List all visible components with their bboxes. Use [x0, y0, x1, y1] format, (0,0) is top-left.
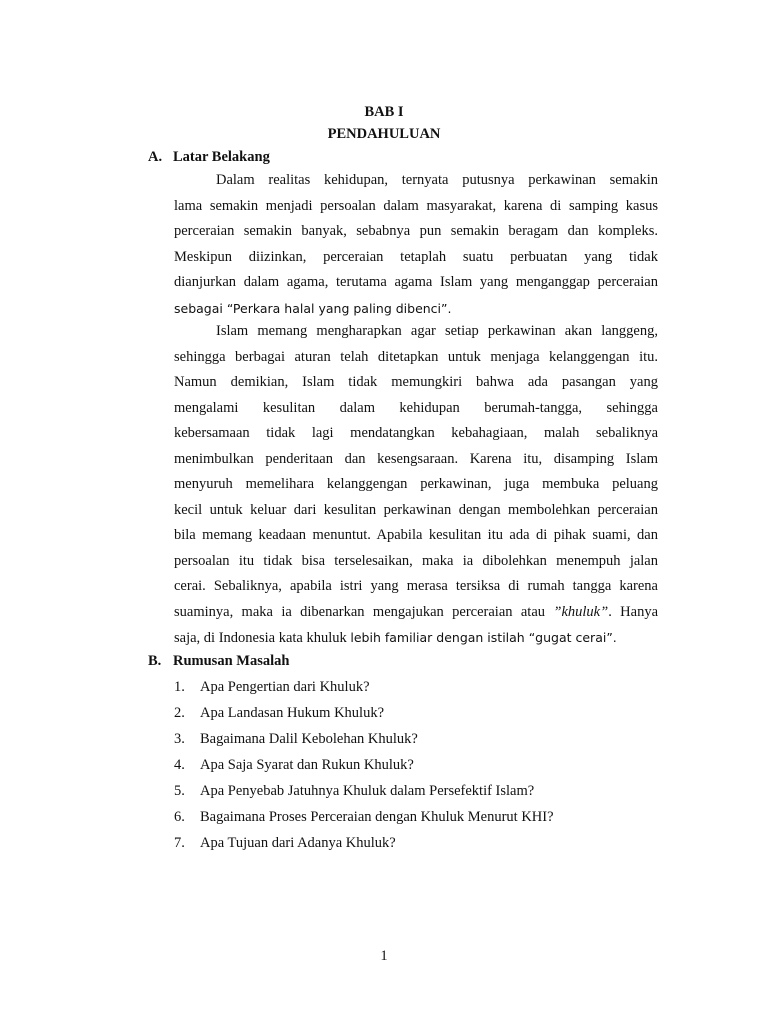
- question-list: [174, 674, 554, 856]
- list-text: Apa Penyebab Jatuhnya Khuluk dalam Persefektif Islam?: [200, 783, 535, 799]
- paragraph-text: suaminya, maka ia dibenarkan mengajukan perceraian atau: [174, 603, 546, 620]
- paragraph-line: sehingga berbagai aturan telah ditetapkan untuk menjaga kelanggengan itu.: [174, 348, 658, 365]
- list-text: Apa Pengertian dari Khuluk?: [200, 679, 370, 695]
- paragraph-line: [174, 625, 658, 651]
- list-number: 7.: [174, 835, 185, 851]
- paragraph-line: perceraian semakin banyak, sebabnya pun semakin beragam dan kompleks.: [174, 223, 658, 239]
- paragraph-line: cerai. Sebaliknya, apabila istri yang merasa tersiksa di rumah tangga karena: [174, 578, 658, 594]
- emphasized-term: ”khuluk”: [553, 603, 609, 620]
- paragraph-2: [174, 319, 658, 651]
- paragraph-line: kebersamaan tidak lagi mendatangkan kebahagiaan, malah sebaliknya: [174, 425, 658, 441]
- paragraph-1: [174, 168, 658, 321]
- section-title: Rumusan Masalah: [173, 653, 290, 669]
- section-heading-b: [148, 650, 289, 672]
- paragraph-line: bila memang keadaan menuntut. Apabila kesulitan itu ada di pihak suami, dan: [174, 527, 658, 543]
- list-item: [174, 726, 554, 752]
- paragraph-line: Meskipun diizinkan, perceraian tetaplah suatu perbuatan yang tidak: [174, 248, 658, 265]
- list-item: [174, 752, 554, 778]
- paragraph-line: sebagai “Perkara halal yang paling dibenci”.: [174, 300, 452, 316]
- list-text: Apa Tujuan dari Adanya Khuluk?: [200, 835, 396, 851]
- paragraph-line: menimbulkan penderitaan dan kesengsaraan. Karena itu, disamping Islam: [174, 450, 658, 467]
- list-item: [174, 804, 554, 830]
- section-title: Latar Belakang: [173, 149, 270, 165]
- paragraph-line: lama semakin menjadi persoalan dalam masyarakat, karena di samping kasus: [174, 197, 658, 214]
- chapter-title: PENDAHULUAN: [327, 126, 441, 142]
- list-number: 2.: [174, 705, 185, 721]
- paragraph-line: kecil untuk keluar dari kesulitan perkawinan dengan membolehkan perceraian: [174, 501, 658, 518]
- paragraph-text: lebih familiar dengan istilah “gugat cerai”.: [350, 630, 617, 645]
- list-number: 5.: [174, 783, 185, 799]
- chapter-number: BAB I: [364, 104, 404, 120]
- section-heading-a: [148, 146, 270, 168]
- paragraph-line: dianjurkan dalam agama, terutama agama Islam yang menganggap perceraian: [174, 274, 658, 290]
- list-item: [174, 830, 554, 856]
- paragraph-line: Dalam realitas kehidupan, ternyata putusnya perkawinan semakin: [216, 172, 658, 188]
- paragraph-line: persoalan itu tidak bisa terselesaikan, maka ia dibolehkan menempuh jalan: [174, 552, 658, 569]
- paragraph-line: [174, 600, 658, 626]
- paragraph-text: . Hanya: [608, 603, 659, 620]
- list-item: [174, 700, 554, 726]
- paragraph-line: Namun demikian, Islam tidak memungkiri bahwa ada pasangan yang: [174, 374, 658, 390]
- paragraph-line: menyuruh memelihara kelanggengan perkawinan, juga membuka peluang: [174, 476, 658, 492]
- list-number: 3.: [174, 731, 185, 747]
- list-item: [174, 778, 554, 804]
- section-label: B.: [148, 653, 162, 669]
- list-item: [174, 674, 554, 700]
- list-text: Apa Saja Syarat dan Rukun Khuluk?: [200, 757, 414, 773]
- paragraph-line: mengalami kesulitan dalam kehidupan berumah-tangga, sehingga: [174, 399, 658, 416]
- section-label: A.: [148, 149, 163, 165]
- list-text: Bagaimana Dalil Kebolehan Khuluk?: [200, 731, 418, 747]
- list-number: 4.: [174, 757, 185, 773]
- paragraph-line: Islam memang mengharapkan agar setiap perkawinan akan langgeng,: [216, 323, 658, 339]
- chapter-header: [0, 101, 768, 145]
- paragraph-text: saja, di Indonesia kata khuluk: [174, 630, 347, 646]
- list-number: 1.: [174, 679, 185, 695]
- list-text: Apa Landasan Hukum Khuluk?: [200, 705, 385, 721]
- list-text: Bagaimana Proses Perceraian dengan Khuluk Menurut KHI?: [200, 809, 554, 825]
- page-number: 1: [380, 948, 388, 964]
- list-number: 6.: [174, 809, 185, 825]
